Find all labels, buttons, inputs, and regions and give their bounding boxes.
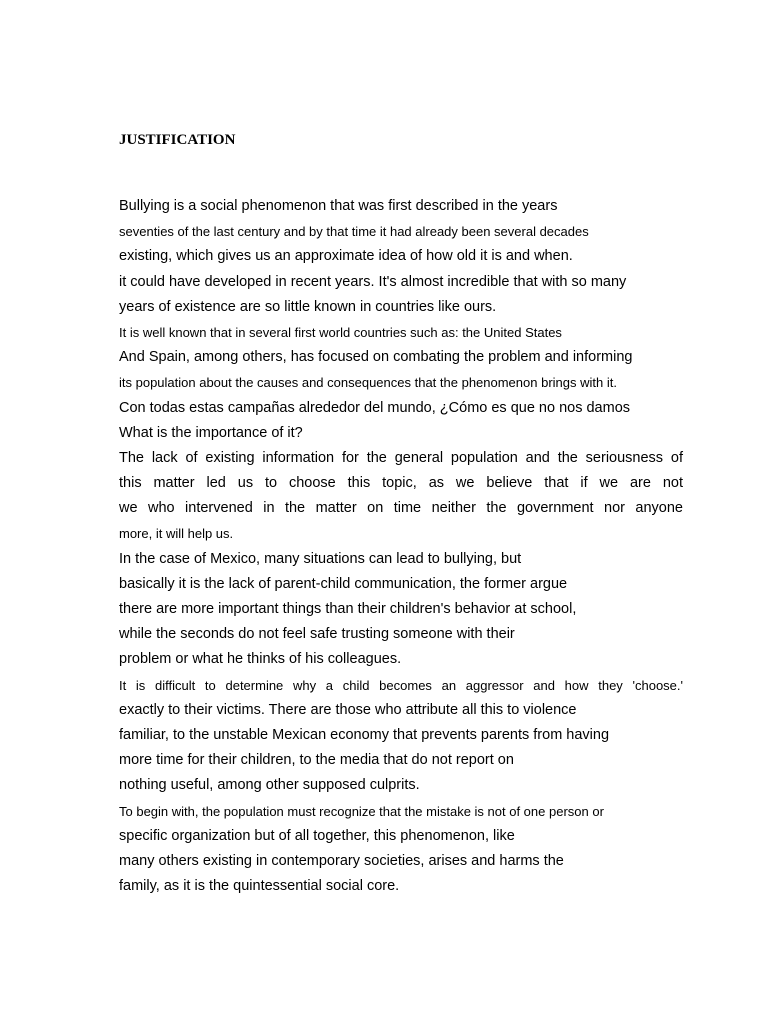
text-line: What is the importance of it? [119, 424, 303, 441]
text-line: problem or what he thinks of his colleagues. [119, 651, 402, 668]
text-line: years of existence are so little known in countries like ours. [119, 298, 497, 315]
text-line: family, as it is the quintessential social core. [119, 878, 400, 895]
text-line: there are more important things than their children's behavior at school, [119, 601, 577, 617]
text-line: existing, which gives us an approximate idea of how old it is and when. [119, 248, 573, 265]
text-line: basically it is the lack of parent-child communication, the former argue [119, 575, 568, 592]
text-line: And Spain, among others, has focused on combating the problem and informing [119, 349, 633, 366]
text-line: exactly to their victims. There are those who attribute all this to violence [119, 701, 577, 718]
text-line: this matter led us to choose this topic, as we believe that if we are not [119, 475, 683, 492]
text-line: while the seconds do not feel safe trusting someone with their [119, 626, 515, 643]
text-line: The lack of existing information for the general population and the seriousness of [119, 449, 683, 466]
text-line: seventies of the last century and by that time it had already been several decades [119, 224, 589, 240]
text-line: nothing useful, among other supposed culprits. [119, 777, 420, 794]
text-line: It is difficult to determine why a child becomes an aggressor and how they 'choose.' [119, 677, 683, 693]
text-line: its population about the causes and consequences that the phenomenon brings with it. [119, 375, 617, 391]
text-line: familiar, to the unstable Mexican economy that prevents parents from having [119, 726, 610, 743]
text-line: Con todas estas campañas alrededor del mundo, ¿Cómo es que no nos damos [119, 399, 631, 416]
text-line: we who intervened in the matter on time neither the government nor anyone [119, 500, 683, 517]
text-line: It is well known that in several first world countries such as: the United States [119, 324, 562, 340]
justification-body [119, 194, 683, 899]
text-line: many others existing in contemporary societies, arises and harms the [119, 852, 564, 869]
text-line: To begin with, the population must recognize that the mistake is not of one person or [119, 803, 604, 819]
text-line: In the case of Mexico, many situations can lead to bullying, but [119, 550, 522, 567]
text-line: it could have developed in recent years. It's almost incredible that with so many [119, 273, 627, 290]
text-line: specific organization but of all together, this phenomenon, like [119, 827, 515, 844]
text-line: more, it will help us. [119, 526, 234, 542]
document-heading: JUSTIFICATION [119, 132, 236, 148]
text-line: more time for their children, to the media that do not report on [119, 752, 514, 769]
text-line: Bullying is a social phenomenon that was first described in the years [119, 198, 558, 214]
